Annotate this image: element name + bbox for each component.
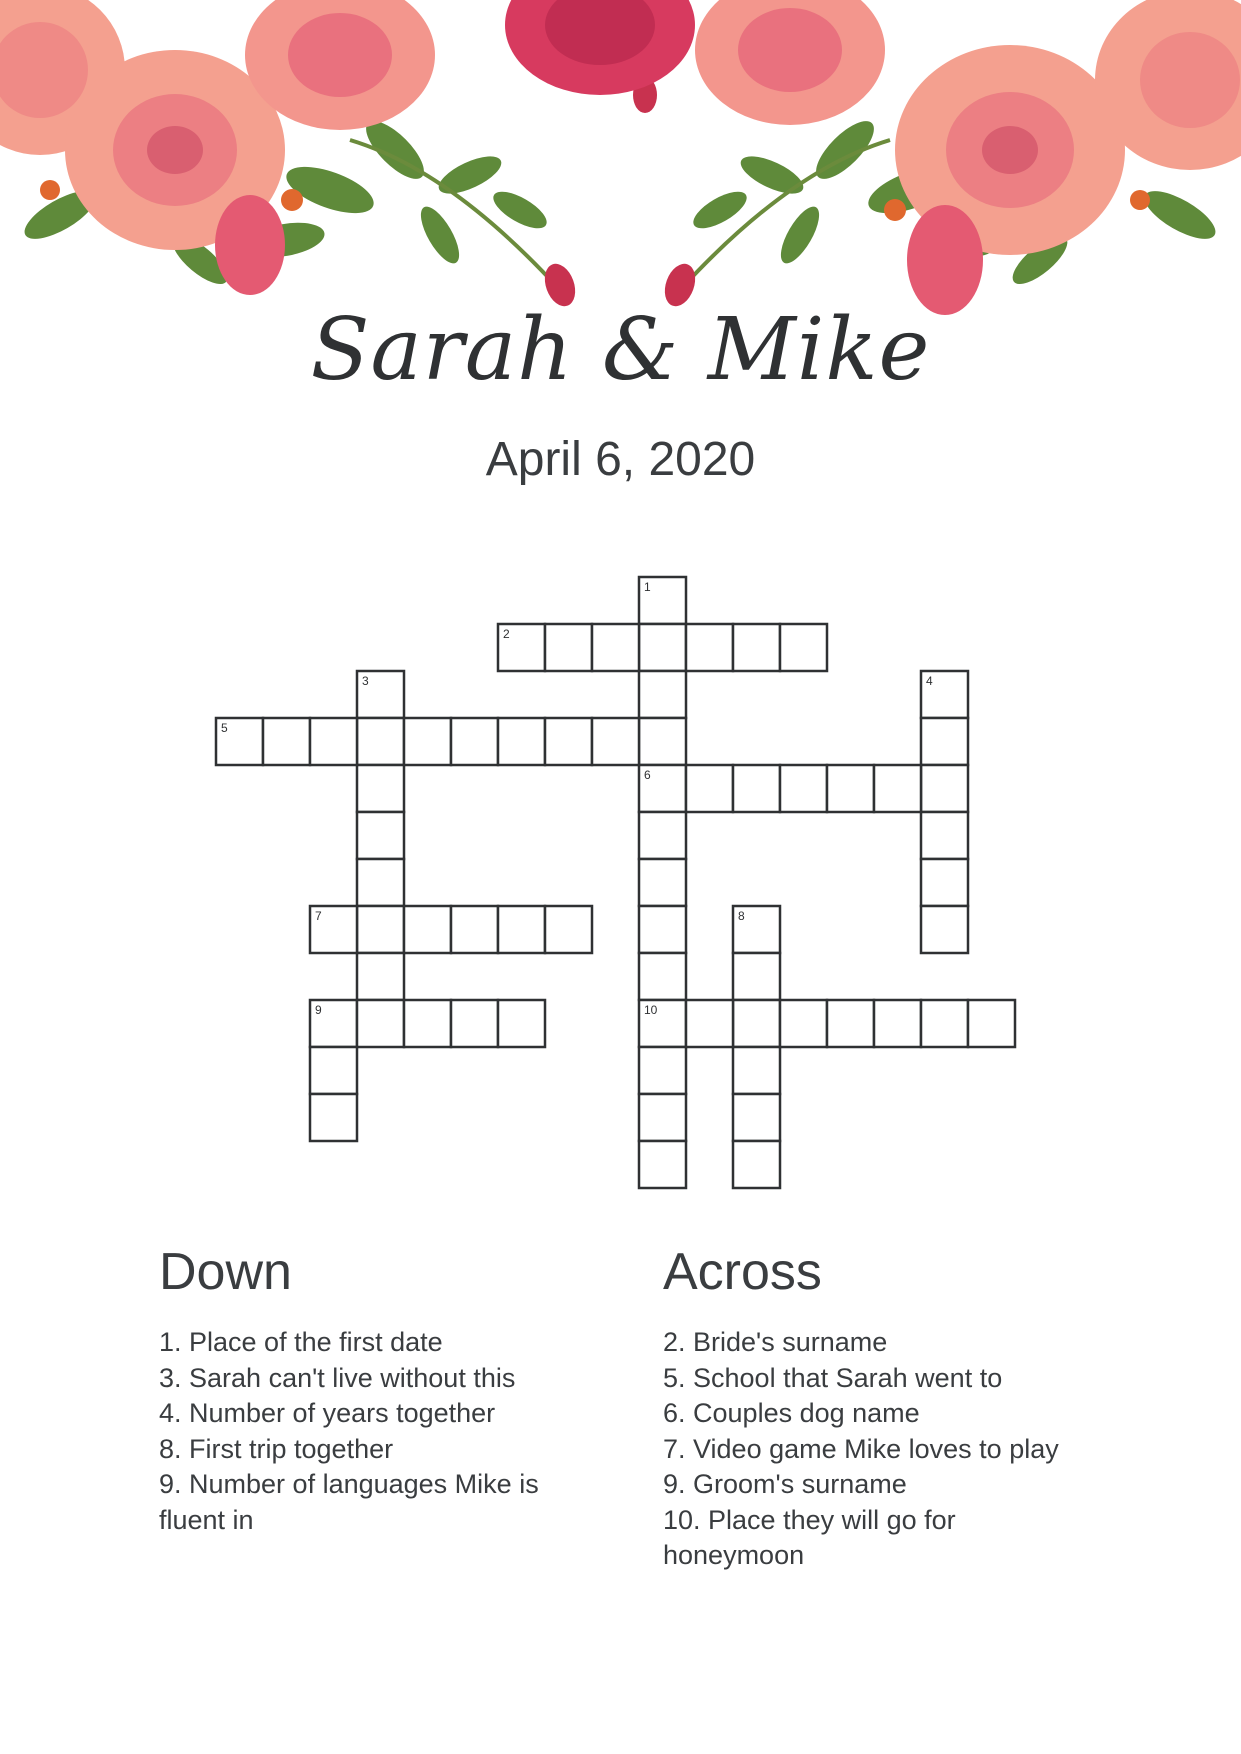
crossword-cell[interactable] xyxy=(498,624,545,671)
crossword-cell[interactable] xyxy=(310,906,357,953)
crossword-cell[interactable] xyxy=(498,1000,545,1047)
crossword-cell[interactable] xyxy=(733,1047,780,1094)
crossword-cell[interactable] xyxy=(310,1000,357,1047)
crossword-cell[interactable] xyxy=(357,1000,404,1047)
crossword-cell[interactable] xyxy=(639,671,686,718)
across-clue: 7. Video game Mike loves to play xyxy=(663,1433,1059,1464)
clue-number: 1 xyxy=(644,580,651,594)
across-clue: 6. Couples dog name xyxy=(663,1398,920,1428)
clue-number: 7 xyxy=(315,909,322,923)
crossword-cell[interactable] xyxy=(404,1000,451,1047)
crossword-cell[interactable] xyxy=(639,577,686,624)
across-clue: 2. Bride's surname xyxy=(663,1327,888,1357)
crossword-cell[interactable] xyxy=(310,718,357,765)
crossword-cell[interactable] xyxy=(921,906,968,953)
crossword-cell[interactable] xyxy=(639,1047,686,1094)
wedding-date: April 6, 2020 xyxy=(485,433,756,486)
crossword-cell[interactable] xyxy=(639,1141,686,1188)
down-clue-list xyxy=(159,1325,589,1538)
crossword-cell[interactable] xyxy=(921,671,968,718)
clue-number: 3 xyxy=(362,674,369,688)
clue-number: 2 xyxy=(503,627,510,641)
crossword-cell[interactable] xyxy=(686,765,733,812)
crossword-cell[interactable] xyxy=(780,765,827,812)
crossword-cell[interactable] xyxy=(733,624,780,671)
crossword-cell[interactable] xyxy=(921,718,968,765)
crossword-cell[interactable] xyxy=(733,765,780,812)
crossword-cell[interactable] xyxy=(686,624,733,671)
crossword-cell[interactable] xyxy=(404,906,451,953)
across-clue-list xyxy=(663,1325,1083,1574)
across-clue: 5. School that Sarah went to xyxy=(663,1362,1003,1393)
crossword-cell[interactable] xyxy=(357,859,404,906)
crossword-cell[interactable] xyxy=(357,953,404,1000)
clue-number: 4 xyxy=(926,674,933,688)
crossword-cell[interactable] xyxy=(874,765,921,812)
down-clue: 1. Place of the first date xyxy=(159,1327,443,1357)
crossword-cell[interactable] xyxy=(451,718,498,765)
crossword-cell[interactable] xyxy=(639,859,686,906)
crossword-cell[interactable] xyxy=(545,718,592,765)
crossword-cell[interactable] xyxy=(921,812,968,859)
down-clue: 4. Number of years together xyxy=(159,1398,496,1428)
crossword-cell[interactable] xyxy=(545,624,592,671)
crossword-cell[interactable] xyxy=(639,624,686,671)
crossword-cell[interactable] xyxy=(310,1047,357,1094)
crossword-cell[interactable] xyxy=(780,1000,827,1047)
crossword-cell[interactable] xyxy=(639,765,686,812)
crossword-cell[interactable] xyxy=(874,1000,921,1047)
crossword-cell[interactable] xyxy=(639,718,686,765)
crossword-cell[interactable] xyxy=(733,1000,780,1047)
crossword-cell[interactable] xyxy=(357,671,404,718)
clue-number: 6 xyxy=(644,768,651,782)
roses xyxy=(0,0,1241,315)
crossword-cell[interactable] xyxy=(921,765,968,812)
crossword-cell[interactable] xyxy=(592,624,639,671)
floral-banner-image xyxy=(0,0,1241,340)
crossword-cell[interactable] xyxy=(639,953,686,1000)
down-heading: Down xyxy=(159,1243,292,1301)
crossword-cell[interactable] xyxy=(733,1141,780,1188)
crossword-cell[interactable] xyxy=(686,1000,733,1047)
crossword-cell[interactable] xyxy=(357,765,404,812)
crossword-cell[interactable] xyxy=(498,718,545,765)
crossword-cell[interactable] xyxy=(357,718,404,765)
across-heading: Across xyxy=(663,1243,822,1301)
crossword-cell[interactable] xyxy=(921,859,968,906)
crossword-cell[interactable] xyxy=(733,1094,780,1141)
couple-names-title: Sarah & Mike xyxy=(310,300,931,400)
crossword-cell[interactable] xyxy=(545,906,592,953)
crossword-cell[interactable] xyxy=(498,906,545,953)
clue-number: 8 xyxy=(738,909,745,923)
clue-number: 10 xyxy=(644,1003,658,1017)
crossword-cell[interactable] xyxy=(357,812,404,859)
crossword-cell[interactable] xyxy=(216,718,263,765)
crossword-cell[interactable] xyxy=(451,1000,498,1047)
crossword-cell[interactable] xyxy=(921,1000,968,1047)
across-clue: 9. Groom's surname xyxy=(663,1469,907,1499)
down-clue: 9. Number of languages Mike is fluent in xyxy=(159,1469,539,1535)
down-clue: 3. Sarah can't live without this xyxy=(159,1362,516,1393)
crossword-cell[interactable] xyxy=(357,906,404,953)
crossword-cell[interactable] xyxy=(827,765,874,812)
clue-number: 5 xyxy=(221,721,228,735)
crossword-cell[interactable] xyxy=(733,906,780,953)
crossword-cell[interactable] xyxy=(263,718,310,765)
clue-number: 9 xyxy=(315,1003,322,1017)
crossword-cell[interactable] xyxy=(451,906,498,953)
crossword-cell[interactable] xyxy=(639,1094,686,1141)
crossword-cell[interactable] xyxy=(827,1000,874,1047)
crossword-cell[interactable] xyxy=(404,718,451,765)
crossword-cell[interactable] xyxy=(639,906,686,953)
crossword-cell[interactable] xyxy=(733,953,780,1000)
crossword-cell[interactable] xyxy=(968,1000,1015,1047)
crossword-cell[interactable] xyxy=(780,624,827,671)
crossword-cell[interactable] xyxy=(639,812,686,859)
across-clue: 10. Place they will go for honeymoon xyxy=(663,1504,956,1570)
crossword-cell[interactable] xyxy=(639,1000,686,1047)
crossword-cell[interactable] xyxy=(310,1094,357,1141)
crossword-cell[interactable] xyxy=(592,718,639,765)
down-clue: 8. First trip together xyxy=(159,1433,394,1464)
